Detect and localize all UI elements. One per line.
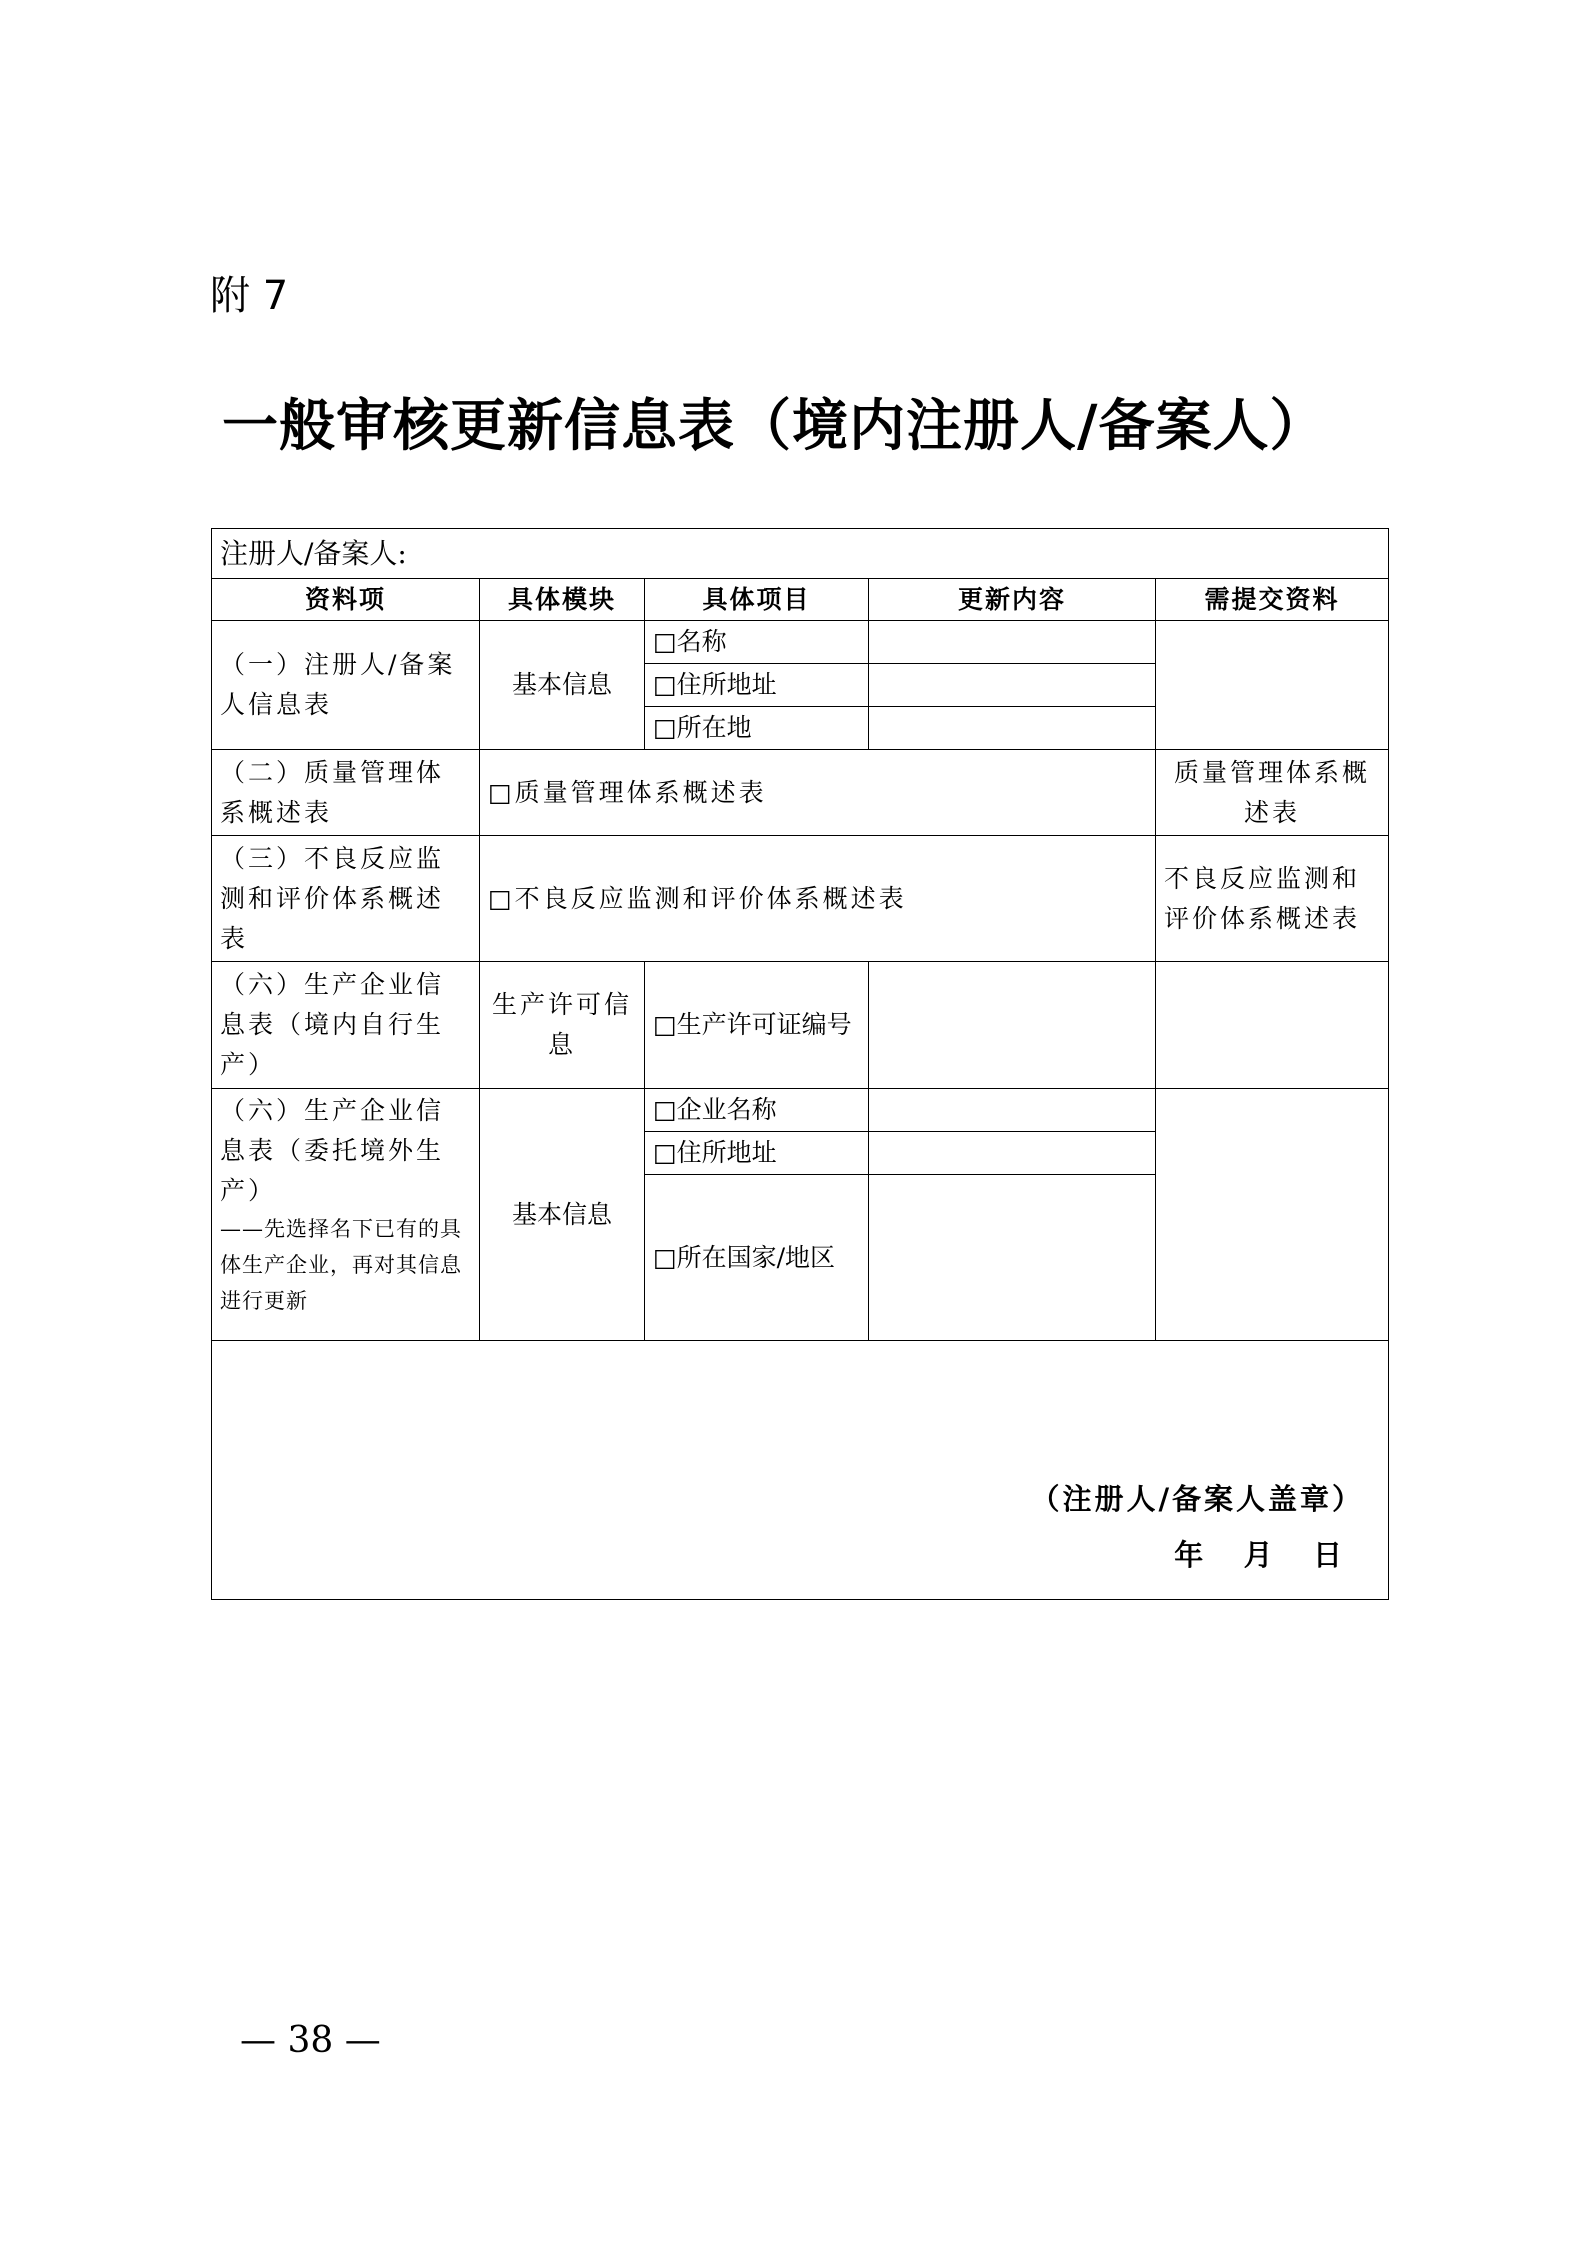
attachment-label: 附 7 (210, 273, 289, 319)
quality-system-checkbox[interactable]: □质量管理体系概述表 (480, 750, 1156, 836)
license-number-checkbox[interactable]: □生产许可证编号 (645, 962, 869, 1089)
company-address-checkbox[interactable]: □住所地址 (645, 1132, 869, 1175)
header-module: 具体模块 (480, 579, 645, 621)
required-docs-cell (1156, 1089, 1389, 1341)
page-title: 一般审核更新信息表（境内注册人/备案人） (222, 393, 1327, 459)
section2-required: 质量管理体系概述表 (1156, 750, 1389, 836)
date-line: 年 月 日 (1174, 1538, 1343, 1572)
section5-item: （六）生产企业信息表（委托境外生产） (220, 1096, 445, 1205)
seal-label: （注册人/备案人盖章） (1030, 1482, 1365, 1516)
required-docs-cell (1156, 621, 1389, 750)
field-location-checkbox[interactable]: □所在地 (645, 707, 869, 750)
section4-module: 生产许可信息 (480, 962, 645, 1089)
update-info-table (211, 528, 1389, 1600)
update-content-cell[interactable] (869, 962, 1156, 1089)
update-content-cell[interactable] (869, 707, 1156, 750)
signature-row (212, 1341, 1389, 1600)
registrant-row (212, 529, 1389, 579)
signature-area (212, 1341, 1389, 1600)
field-address-checkbox[interactable]: □住所地址 (645, 664, 869, 707)
section1-module: 基本信息 (480, 621, 645, 750)
update-content-cell[interactable] (869, 664, 1156, 707)
header-item: 资料项 (212, 579, 480, 621)
section5-note: ——先选择名下已有的具体生产企业，再对其信息进行更新 (220, 1217, 462, 1313)
table-header-row (212, 579, 1389, 621)
field-name-checkbox[interactable]: □名称 (645, 621, 869, 664)
table-row (212, 621, 1389, 664)
country-region-checkbox[interactable]: □所在国家/地区 (645, 1175, 869, 1341)
section3-item: （三）不良反应监测和评价体系概述表 (212, 836, 480, 962)
table-row (212, 1089, 1389, 1132)
section3-required: 不良反应监测和评价体系概述表 (1156, 836, 1389, 962)
section2-item: （二）质量管理体系概述表 (212, 750, 480, 836)
table-row (212, 836, 1389, 962)
section1-item: （一）注册人/备案人信息表 (212, 621, 480, 750)
section5-module: 基本信息 (480, 1089, 645, 1341)
header-field: 具体项目 (645, 579, 869, 621)
registrant-label: 注册人/备案人: (212, 529, 1389, 579)
header-update-content: 更新内容 (869, 579, 1156, 621)
update-content-cell[interactable] (869, 621, 1156, 664)
required-docs-cell (1156, 962, 1389, 1089)
company-name-checkbox[interactable]: □企业名称 (645, 1089, 869, 1132)
update-content-cell[interactable] (869, 1132, 1156, 1175)
adverse-reaction-checkbox[interactable]: □不良反应监测和评价体系概述表 (480, 836, 1156, 962)
table-row (212, 962, 1389, 1089)
section4-item: （六）生产企业信息表（境内自行生产） (212, 962, 480, 1089)
header-required-docs: 需提交资料 (1156, 579, 1389, 621)
page-number: — 38 — (240, 2020, 381, 2061)
update-content-cell[interactable] (869, 1089, 1156, 1132)
section5-item-cell (212, 1089, 480, 1341)
table-row (212, 750, 1389, 836)
update-content-cell[interactable] (869, 1175, 1156, 1341)
